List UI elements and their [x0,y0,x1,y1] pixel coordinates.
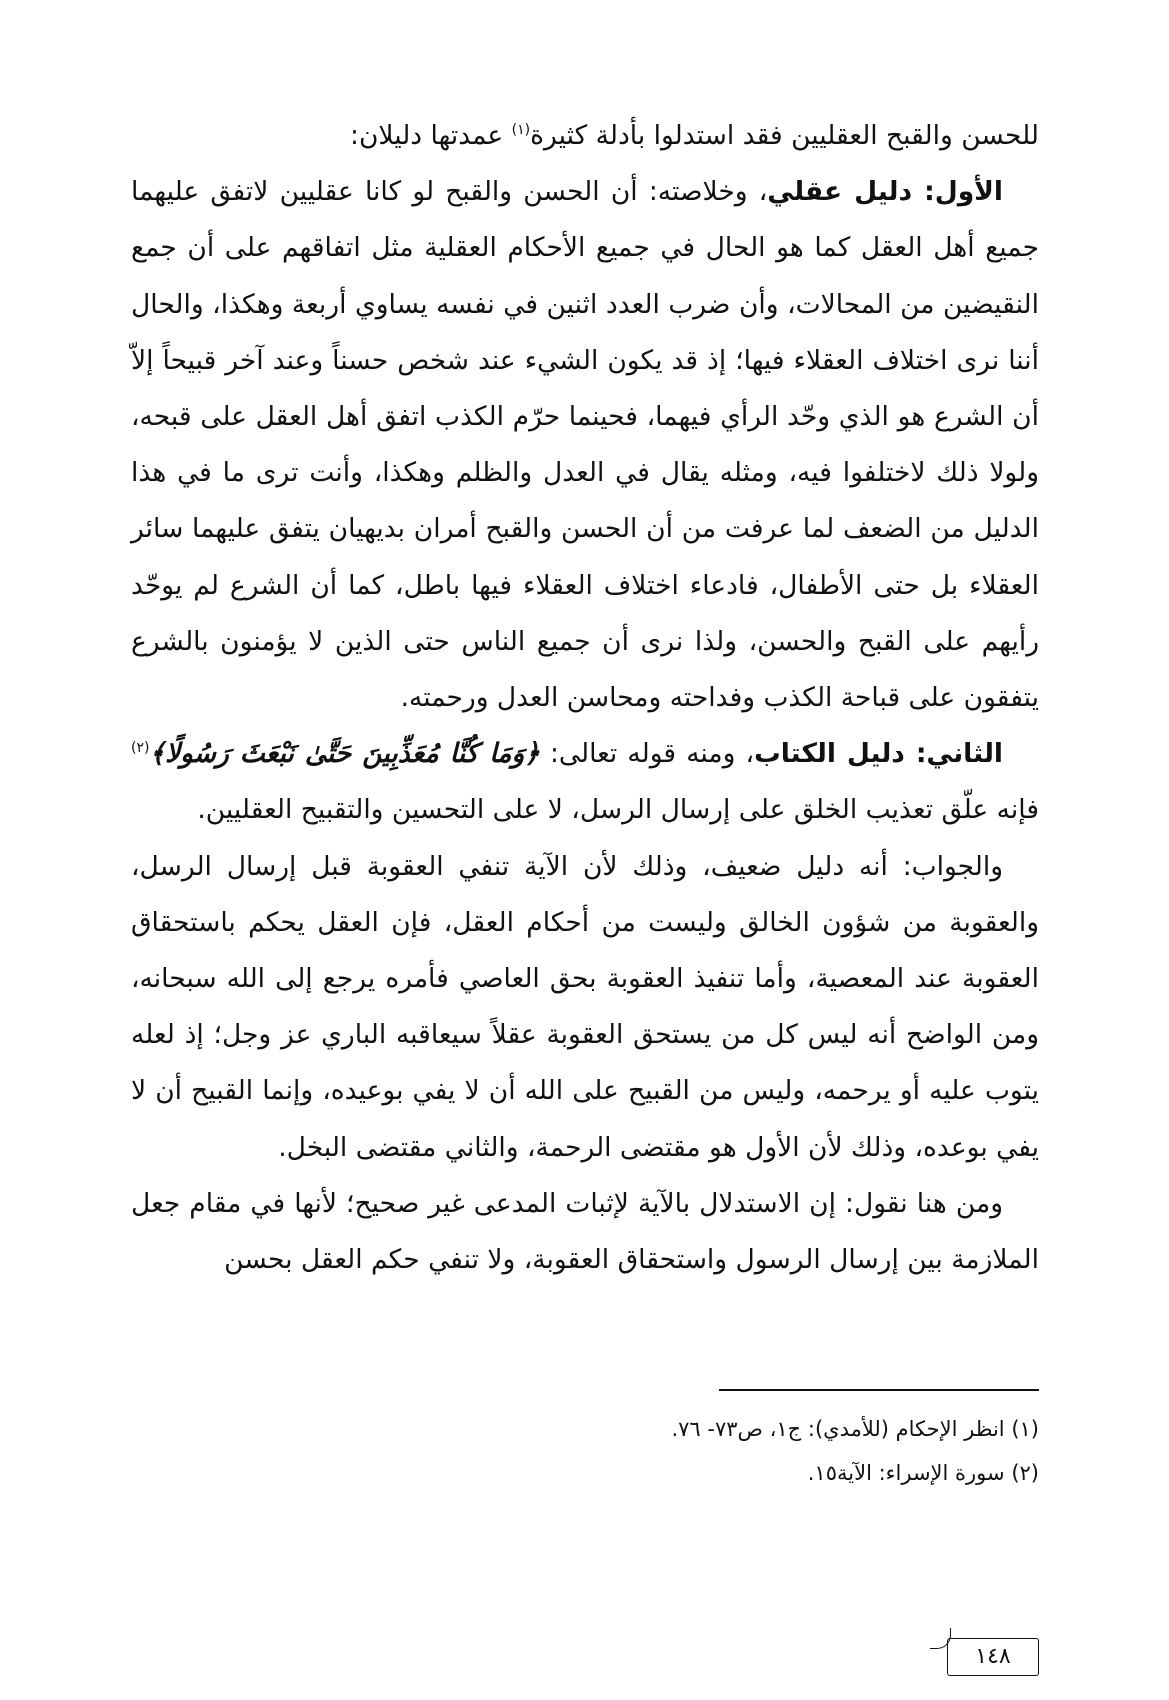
paragraph-text: فإنه علّق تعذيب الخلق على إرسال الرسل، لا على التحسين والتقبيح العقليين. [197,794,1039,826]
paragraph-text: ومن هنا نقول: إن الاستدلال بالآية لإثبات المدعى غير صحيح؛ لأنها في مقام جعل الملازمة بين إرسال الرسول واستحقاق العقوبة، ولا تنفي حكم العقل بحسن [131,1187,1039,1276]
paragraph-text: ، وخلاصته: أن الحسن والقبح لو كانا عقليين لاتفق عليهما جميع أهل العقل كما هو الحال في جميع الأحكام العقلية مثل اتفاقهم على أن جمع النقيضين من المحالات، وأن ضرب العدد اثنين في نفسه يساوي أربعة وهكذا، والحال أننا نرى اختلاف العقلاء فيها؛ إذ قد يكون الشيء عند شخص حسناً وعند آخر قبيحاً إلاّ أن الشرع هو الذي وحّد الرأي فيهما، فحينما حرّم الكذب اتفق أهل العقل على قبحه، ولولا ذلك لاختلفوا فيه، ومثله يقال في العدل والظلم وهكذا، وأنت ترى ما في هذا الدليل من الضعف لما عرفت من أن الحسن والقبح أمران بديهيان يتفق عليهما سائر العقلاء بل حتى الأطفال، فادعاء اختلاف العقلاء فيها باطل، كما أن الشرع لم يوحّد رأيهم على القبح والحسن، ولذا نرى أن جميع الناس حتى الذين لا يؤمنون بالشرع يتفقون على قباحة الكذب وفداحته ومحاسن العدل ورحمته. [131,176,1039,714]
paragraph-text: والجواب: أنه دليل ضعيف، وذلك لأن الآية تنفي العقوبة قبل إرسال الرسل، والعقوبة من شؤون الخالق وليست من أحكام العقل، فإن العقل يحكم باستحقاق العقوبة عند المعصية، وأما تنفيذ العقوبة بحق العاصي فأمره يرجع إلى الله سبحانه، ومن الواضح أنه ليس كل من يستحق العقوبة عقلاً سيعاقبه الباري عز وجل؛ إذ لعله يتوب عليه أو يرحمه، وليس من القبيح على الله أن لا يفي بوعيده، وإنما القبيح أن لا يفي بوعده، وذلك لأن الأول هو مقتضى الرحمة، والثاني مقتضى البخل. [131,850,1039,1163]
footnote-text: انظر الإحكام (للأمدي): ج١، ص٧٣- ٧٦. [671,1417,1005,1441]
paragraph-conclusion [131,1176,1039,1288]
paragraph-lead: الثاني: دليل الكتاب [754,738,1003,770]
footnote-number: (٢) [1011,1461,1039,1485]
page-number: ١٤٨ [947,1638,1039,1676]
quran-verse: ﴿وَمَا كُنَّا مُعَذِّبِينَ حَتَّىٰ نَبْعَثَ رَسُولًا﴾ [149,738,540,770]
footnote-number: (١) [1011,1417,1039,1441]
paragraph-text: عمدتها دليلان: [350,120,512,151]
paragraph-lead: الأول: دليل عقلي [767,176,1003,208]
footnote-text: سورة الإسراء: الآية١٥. [807,1461,1005,1485]
footnote-divider [719,1389,1039,1391]
footnotes [131,1407,1039,1495]
paragraph-text: للحسن والقبح العقليين فقد استدلوا بأدلة كثيرة [530,120,1039,151]
footnote-reference: (١) [511,122,531,139]
footnote-item [131,1451,1039,1495]
paragraph-first-proof [131,164,1039,726]
paragraph-answer [131,839,1039,1176]
footnote-reference: (٢) [131,740,150,757]
main-text [131,108,1039,1288]
footnote-item [131,1407,1039,1451]
paragraph-second-proof [131,726,1039,838]
paragraph-text: ، ومنه قوله تعالى: [539,738,755,770]
paragraph-intro [131,108,1039,164]
